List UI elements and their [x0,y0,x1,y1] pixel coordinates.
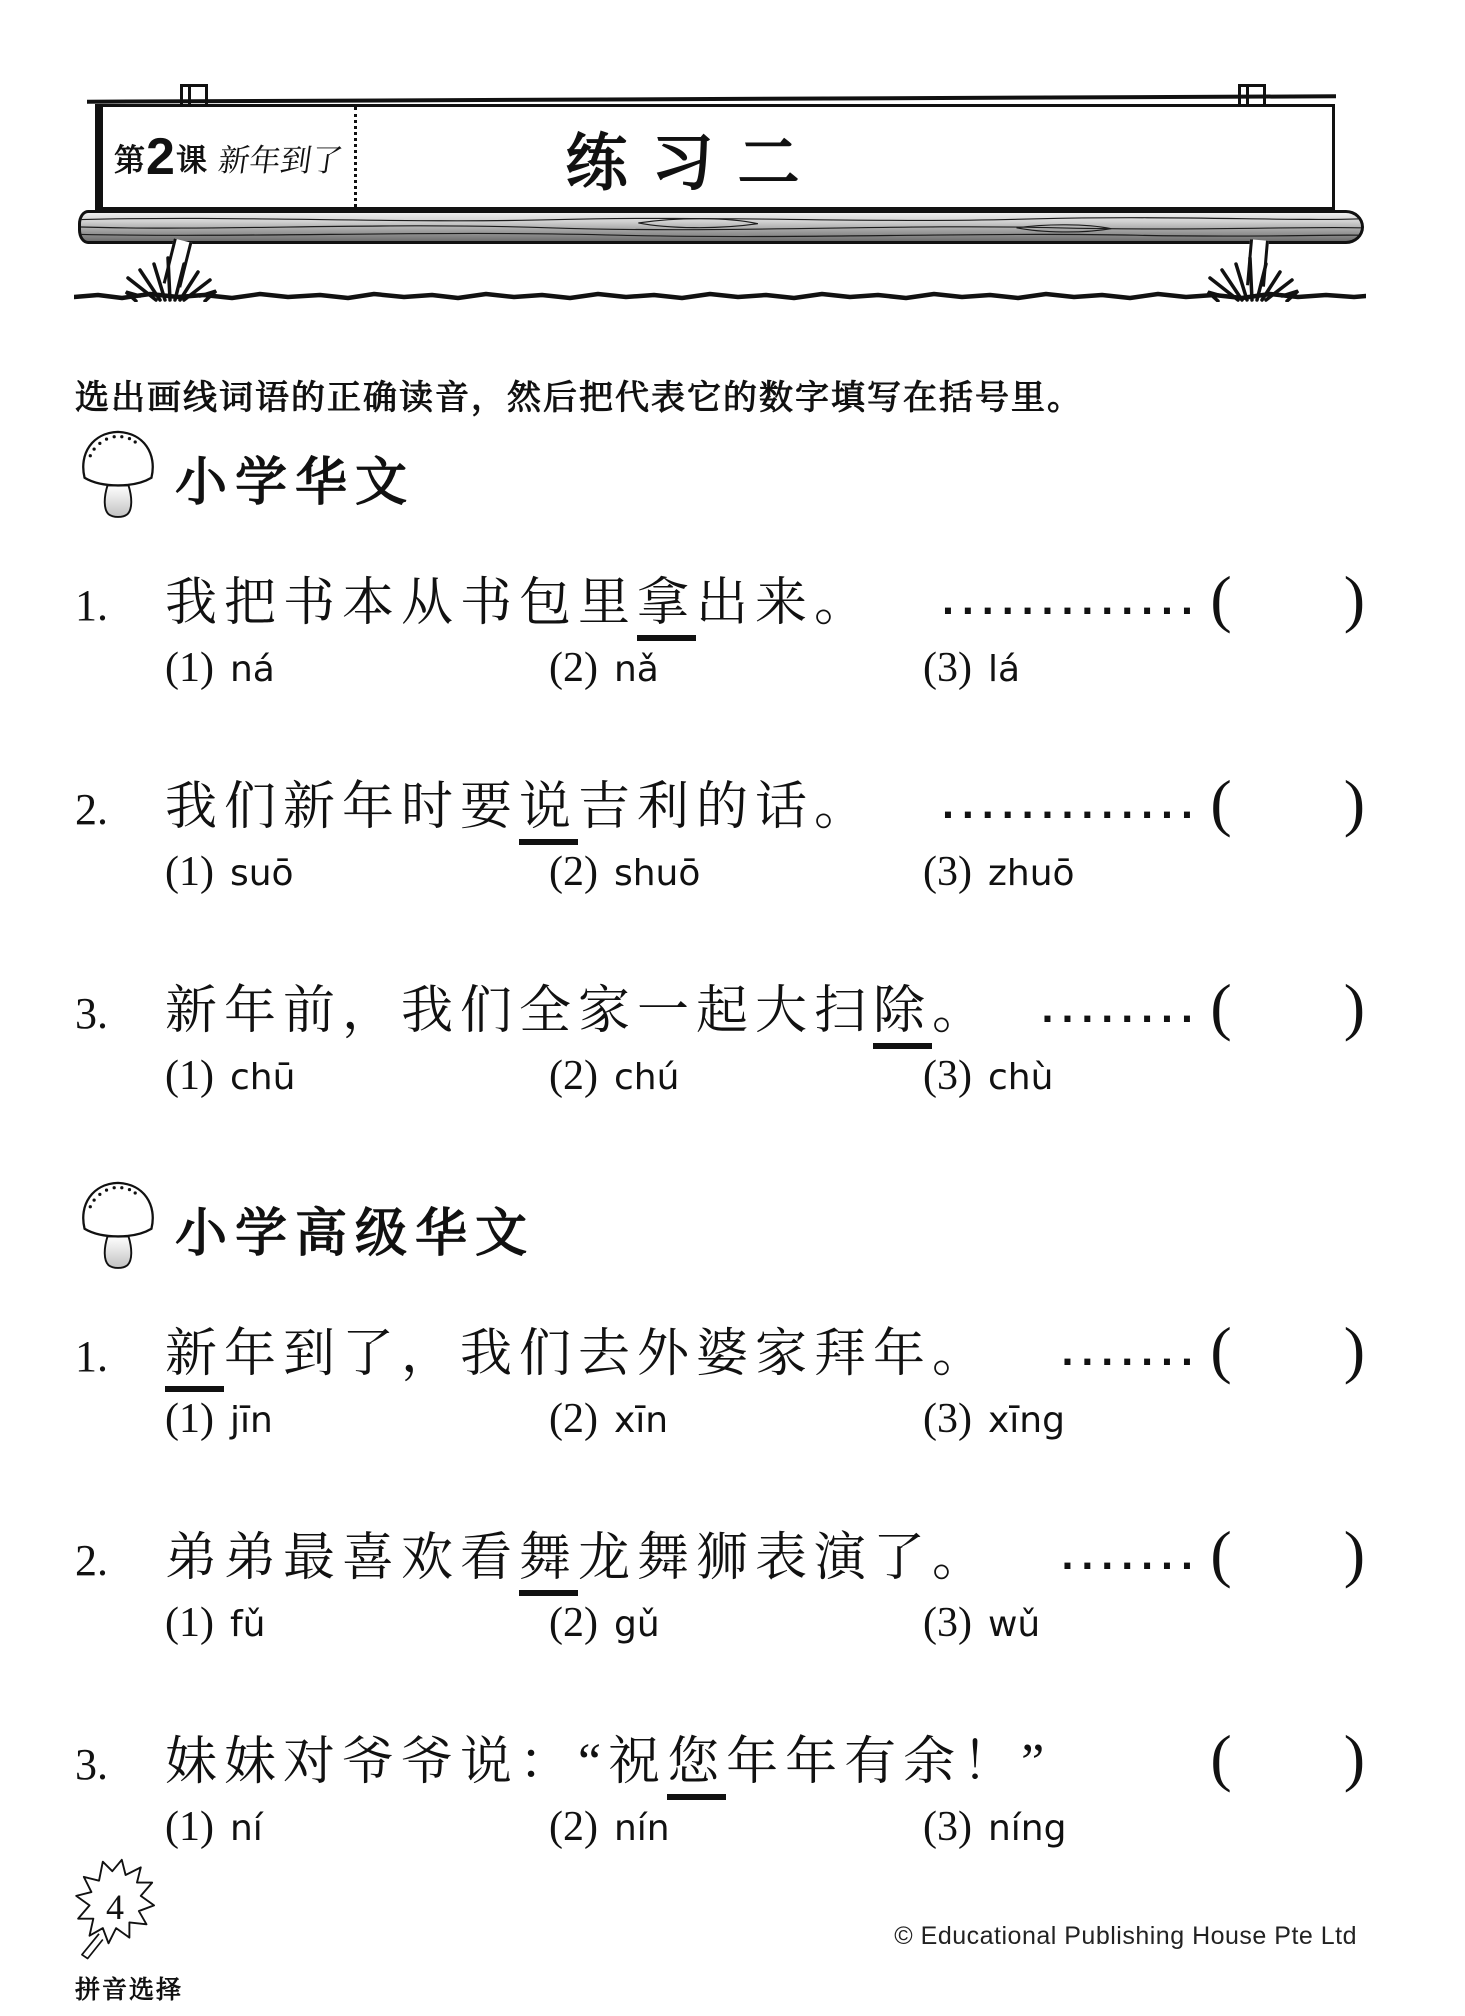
section-title: 小学华文 [175,453,416,513]
answer-bracket-close: ) [1343,767,1365,838]
option-number: (2) [549,645,598,691]
question-line [75,764,1365,836]
question-sentence [165,1311,991,1386]
option-pinyin: zhuō [987,853,1075,894]
option-pinyin: chú [613,1057,680,1098]
section-title: 小学高级华文 [175,1204,536,1264]
question [75,1311,1365,1443]
option [165,1599,549,1647]
leader-dots: ....... [1060,1538,1201,1578]
option-number: (3) [923,1396,972,1442]
lesson-suffix: 课 [175,142,207,178]
answer-area [1060,1314,1365,1385]
question-line [75,1719,1365,1791]
option-pinyin: xīn [613,1400,669,1441]
option-pinyin: ní [229,1808,263,1849]
underlined-word: 除 [873,983,932,1049]
option [549,1052,923,1100]
option [549,848,923,896]
copyright-text: © Educational Publishing House Pte Ltd [894,1922,1357,1950]
option-number: (2) [549,1804,598,1850]
underlined-word: 您 [667,1734,726,1800]
instructions-text: 选出画线词语的正确读音，然后把代表它的数字填写在括号里。 [75,379,1083,417]
sentence-pre: 我们新年时要 [165,779,520,836]
option-number: (3) [923,645,972,691]
sentence-post: 年到了，我们去外婆家拜年。 [224,1326,992,1383]
options-row [165,1395,1365,1443]
option [923,1052,1365,1100]
answer-area [941,767,1365,838]
mushroom-icon [75,1175,161,1273]
option-number: (3) [923,1053,972,1099]
sentence-pre: 弟弟最喜欢看 [165,1530,520,1587]
option-pinyin: wǔ [987,1604,1041,1645]
page-title: 练习二 [565,128,824,198]
question-sentence [165,1515,991,1590]
option [165,1395,549,1443]
sentence-post: 吉利的话。 [578,779,874,836]
option-number: (1) [165,849,214,895]
question-sentence [165,560,873,635]
answer-bracket-close: ) [1343,1722,1365,1793]
option-pinyin: ná [229,649,275,690]
option-pinyin: chù [987,1057,1054,1098]
option [923,644,1365,692]
sign-board [95,104,1335,210]
answer-bracket-close: ) [1343,1314,1365,1385]
options-row [165,644,1365,692]
answer-area [1041,971,1365,1042]
option [165,1052,549,1100]
question-number: 1. [75,1332,108,1381]
underlined-word: 舞 [519,1530,578,1596]
question-sentence [165,764,873,839]
sentence-pre: 新年前，我们全家一起大扫 [165,983,874,1040]
option [549,1395,923,1443]
option [165,644,549,692]
option-pinyin: lá [987,649,1021,690]
sentence-post: 出来。 [696,575,874,632]
lesson-label [103,107,357,207]
question-line [75,560,1365,632]
question-number: 3. [75,989,108,1038]
question [75,1515,1365,1647]
question [75,968,1365,1100]
option-pinyin: níng [987,1808,1067,1849]
option-pinyin: fǔ [229,1604,266,1645]
question [75,560,1365,692]
option-number: (1) [165,1804,214,1850]
answer-bracket-open: ( [1210,1518,1232,1589]
option-number: (2) [549,1600,598,1646]
wood-grain [81,213,1361,241]
option-number: (2) [549,1053,598,1099]
sentence-pre: 我把书本从书包里 [165,575,638,632]
option-number: (1) [165,1396,214,1442]
lesson-title: 新年到了 [216,142,345,178]
leader-dots: ....... [1060,1334,1201,1374]
answer-bracket-open: ( [1210,1314,1232,1385]
answer-bracket-close: ) [1343,971,1365,1042]
question [75,1719,1365,1851]
question-sentence [165,1719,1051,1794]
answer-area [941,563,1365,634]
option-pinyin: nǎ [613,649,659,690]
option-number: (2) [549,849,598,895]
option [923,1395,1365,1443]
option-pinyin: gǔ [613,1604,660,1645]
answer-area [1200,1722,1365,1793]
lesson-prefix: 第 [114,142,146,178]
option [549,1803,923,1851]
option-number: (3) [923,1600,972,1646]
option-pinyin: nín [613,1808,670,1849]
option [549,644,923,692]
option-pinyin: chū [229,1057,296,1098]
option-number: (1) [165,1600,214,1646]
question-line [75,968,1365,1040]
option [165,848,549,896]
sentence-post: 年年有余！” [726,1734,1052,1791]
sentence-post: 龙舞狮表演了。 [578,1530,992,1587]
option-number: (2) [549,1396,598,1442]
option [923,1803,1365,1851]
option [549,1599,923,1647]
option [923,1599,1365,1647]
ground-line [74,288,1366,302]
lesson-number: 2 [146,128,175,186]
options-row [165,848,1365,896]
answer-bracket-close: ) [1343,563,1365,634]
underlined-word: 拿 [637,575,696,641]
answer-bracket-open: ( [1210,563,1232,634]
option-pinyin: suō [229,853,294,894]
question [75,764,1365,896]
question-line [75,1515,1365,1587]
question-sentence [165,968,991,1043]
question-number: 3. [75,1740,108,1789]
options-row [165,1599,1365,1647]
answer-area [1060,1518,1365,1589]
option-number: (3) [923,1804,972,1850]
underlined-word: 说 [519,779,578,845]
question-line [75,1311,1365,1383]
mushroom-icon [75,424,161,522]
option-pinyin: xīng [987,1400,1065,1441]
section-header [75,424,1365,524]
option-pinyin: jīn [229,1400,273,1441]
leader-dots: ........ [1041,991,1201,1031]
header-banner [0,0,1465,312]
answer-bracket-close: ) [1343,1518,1365,1589]
underlined-word: 新 [165,1326,224,1392]
sentence-pre: 妹妹对爷爷说：“祝 [165,1734,668,1791]
option-pinyin: shuō [613,853,701,894]
sentence-post: 。 [932,983,992,1040]
option [165,1803,549,1851]
log-bar [78,210,1364,244]
leader-dots: ............. [941,787,1201,827]
options-row [165,1052,1365,1100]
options-row [165,1803,1365,1851]
answer-bracket-open: ( [1210,1722,1232,1793]
option-number: (3) [923,849,972,895]
content [75,410,1365,1851]
section-header [75,1175,1365,1275]
category-label: 拼音选择 [75,1976,184,2004]
question-number: 2. [75,785,108,834]
answer-bracket-open: ( [1210,767,1232,838]
leader-dots: ............. [941,583,1201,623]
exercise-title-area [357,107,1332,207]
option-number: (1) [165,1053,214,1099]
option-number: (1) [165,645,214,691]
page-number: 4 [106,1887,124,1927]
page-number-leaf [70,1856,166,1968]
question-number: 1. [75,581,108,630]
option [923,848,1365,896]
answer-bracket-open: ( [1210,971,1232,1042]
question-number: 2. [75,1536,108,1585]
